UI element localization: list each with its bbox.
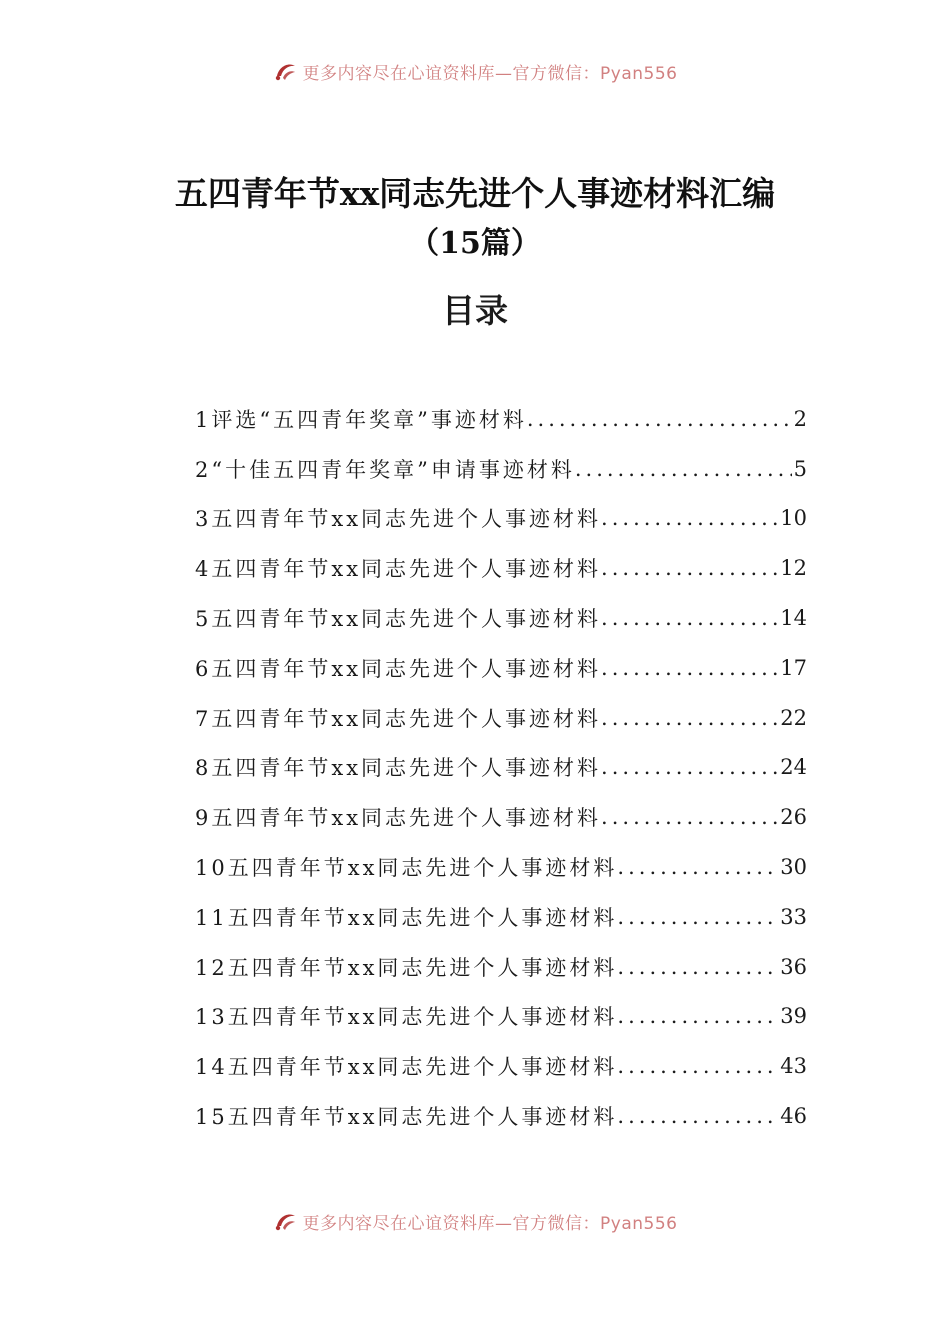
toc-entry-label: 8五四青年节xx同志先进个人事迹材料 (195, 756, 602, 781)
watermark-text: 更多内容尽在心谊资料库—官方微信：Pyan556 (302, 1213, 678, 1234)
toc-entry[interactable] (195, 494, 807, 544)
watermark-text: 更多内容尽在心谊资料库—官方微信：Pyan556 (302, 63, 678, 84)
toc-leader-dots (601, 606, 778, 630)
toc-heading: 目录 (442, 291, 508, 330)
toc-entry[interactable] (195, 892, 807, 942)
toc-leader-dots (601, 556, 778, 580)
toc-entry-page: 33 (780, 904, 807, 929)
toc-entry-page: 17 (780, 655, 807, 680)
toc-entry-page: 2 (793, 406, 807, 431)
toc-leader-dots (601, 805, 778, 829)
toc-leader-dots (575, 457, 792, 481)
toc-entry[interactable] (195, 942, 807, 992)
brand-logo-icon (273, 60, 299, 82)
toc-leader-dots (617, 955, 778, 979)
toc-entry-label: 12五四青年节xx同志先进个人事迹材料 (195, 955, 618, 980)
toc-entry-page: 39 (780, 1004, 807, 1029)
toc-entry[interactable] (195, 693, 807, 743)
toc-entry-label: 10五四青年节xx同志先进个人事迹材料 (195, 856, 618, 881)
toc-entry-page: 5 (793, 456, 807, 481)
toc-entry-label: 14五四青年节xx同志先进个人事迹材料 (195, 1055, 618, 1080)
toc-entry-label: 9五四青年节xx同志先进个人事迹材料 (195, 806, 602, 831)
toc-leader-dots (617, 855, 778, 879)
toc-entry[interactable] (195, 643, 807, 693)
toc-entry-label: 7五四青年节xx同志先进个人事迹材料 (195, 706, 602, 731)
footer-watermark-banner (0, 1206, 950, 1236)
toc-entry-page: 14 (780, 606, 807, 631)
document-title: 五四青年节xx同志先进个人事迹材料汇编 (174, 174, 776, 213)
toc-entry-page: 43 (780, 1054, 807, 1079)
toc-leader-dots (601, 706, 778, 730)
toc-entry-page: 26 (780, 805, 807, 830)
toc-entry[interactable] (195, 992, 807, 1042)
document-subtitle-count: （15篇） (409, 226, 541, 261)
toc-entry[interactable] (195, 1041, 807, 1091)
toc-leader-dots (601, 506, 778, 530)
toc-leader-dots (617, 1104, 778, 1128)
brand-logo-icon (273, 1210, 299, 1232)
toc-entry-label: 5五四青年节xx同志先进个人事迹材料 (195, 607, 602, 632)
toc-entry-label: 4五四青年节xx同志先进个人事迹材料 (195, 557, 602, 582)
toc-entry-label: 6五四青年节xx同志先进个人事迹材料 (195, 656, 602, 681)
header-watermark-banner (0, 56, 950, 86)
toc-entry[interactable] (195, 593, 807, 643)
toc-entry-label: 15五四青年节xx同志先进个人事迹材料 (195, 1105, 618, 1130)
toc-entry-label: 2“十佳五四青年奖章”申请事迹材料 (195, 457, 575, 482)
toc-entry-page: 24 (780, 755, 807, 780)
toc-entry[interactable] (195, 394, 807, 444)
toc-entry-label: 11五四青年节xx同志先进个人事迹材料 (195, 905, 618, 930)
toc-leader-dots (617, 1004, 778, 1028)
toc-entry-label: 13五四青年节xx同志先进个人事迹材料 (195, 1005, 618, 1030)
toc-entry[interactable] (195, 444, 807, 494)
toc-leader-dots (527, 407, 792, 431)
toc-entry[interactable] (195, 842, 807, 892)
toc-leader-dots (601, 656, 778, 680)
toc-entry[interactable] (195, 792, 807, 842)
toc-leader-dots (617, 1054, 778, 1078)
toc-entry-page: 22 (780, 705, 807, 730)
toc-entry-page: 12 (780, 556, 807, 581)
toc-entry-label: 3五四青年节xx同志先进个人事迹材料 (195, 507, 602, 532)
toc-entry[interactable] (195, 743, 807, 793)
toc-entry-page: 46 (780, 1104, 807, 1129)
toc-entry-label: 1评选“五四青年奖章”事迹材料 (195, 407, 527, 432)
toc-leader-dots (617, 905, 778, 929)
toc-leader-dots (601, 755, 778, 779)
toc-entry-page: 30 (780, 855, 807, 880)
table-of-contents (195, 394, 807, 1141)
toc-entry[interactable] (195, 543, 807, 593)
toc-entry-page: 36 (780, 954, 807, 979)
toc-entry-page: 10 (780, 506, 807, 531)
toc-entry[interactable] (195, 1091, 807, 1141)
